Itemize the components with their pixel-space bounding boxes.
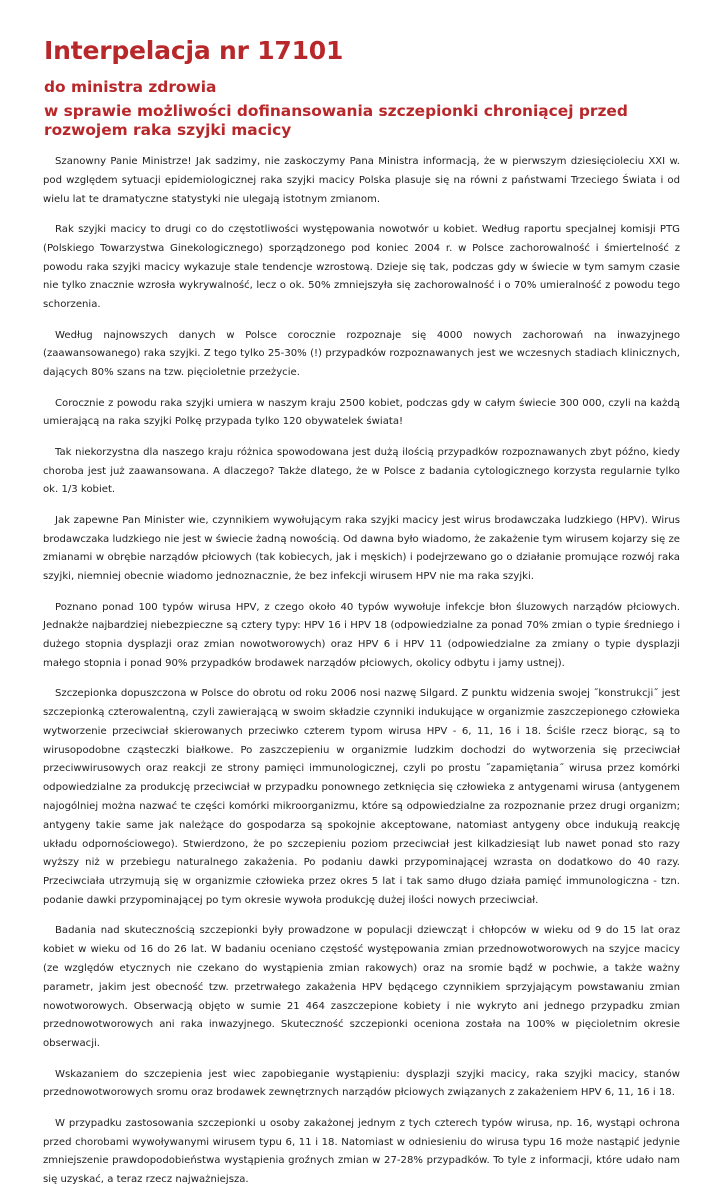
- document-title: Interpelacja nr 17101: [44, 36, 344, 65]
- paragraph: Poznano ponad 100 typów wirusa HPV, z czego około 40 typów wywołuje infekcje błon śluzowych narządów płciowych. Jednakże najbardziej niebezpieczne są cztery typy: HPV 16 i HPV 18 (odpowiedzialne za ponad 70% zmian o typie średniego i dużego stopnia dysplazji oraz zmian nowotworowych) oraz HPV 6 i HPV 11 (odpowiedzialne za zmiany o typie dysplazji małego stopnia i ponad 90% przypadków brodawek narządów płciowych, okolicy odbytu i jamy ustnej).: [43, 601, 680, 669]
- paragraph: Wskazaniem do szczepienia jest wiec zapobieganie wystąpieniu: dysplazji szyjki macicy, raka szyjki macicy, stanów przednowotworowych sromu oraz brodawek zewnętrznych narządów płciowych związanych z zakażeniem HPV 6, 11, 16 i 18.: [43, 1068, 680, 1099]
- paragraph: Tak niekorzystna dla naszego kraju różnica spowodowana jest dużą ilością przypadków rozpoznawanych zbyt późno, kiedy choroba jest już zaawansowana. A dlaczego? Także dlatego, że w Polsce z badania cytologicznego korzysta regularnie tylko ok. 1/3 kobiet.: [43, 446, 680, 496]
- paragraph: W przypadku zastosowania szczepionki u osoby zakażonej jednym z tych czterech typów wirusa, np. 16, wystąpi ochrona przed chorobami wywoływanymi wirusem typu 6, 11 i 18. Natomiast w odniesieniu do wirusa typu 16 może nastąpić jedynie zmniejszenie prawdopodobieństwa wystąpienia groźnych zmian w 27-28% przypadków. To tyle z informacji, które udało nam się uzyskać, a teraz rzecz najważniejsza.: [43, 1117, 680, 1186]
- paragraph: Według najnowszych danych w Polsce corocznie rozpoznaje się 4000 nowych zachorowań na inwazyjnego (zaawansowanego) raka szyjki. Z tego tylko 25-30% (!) przypadków rozpoznawanych jest we wczesnych stadiach klinicznych, dających 80% szans na tzw. pięcioletnie przeżycie.: [43, 329, 680, 379]
- paragraph: Szczepionka dopuszczona w Polsce do obrotu od roku 2006 nosi nazwę Silgard. Z punktu widzenia swojej ˝konstrukcji˝ jest szczepionką czterowalentną, czyli zawierającą w swoim składzie czynniki indukujące w organizmie zaszczepionego człowieka wytworzenie przeciwciał skierowanych przeciwko czterem typom wirusa HPV - 6, 11, 16 i 18. Ściśle rzecz biorąc, są to wirusopodobne cząsteczki białkowe. Po zaszczepieniu w organizmie ludzkim dochodzi do wytworzenia się przeciwciał przeciwwirusowych oraz reakcji ze strony pamięci immunologicznej, czyli po prostu ˝zapamiętania˝ wirusa przez komórki odpowiedzialne za produkcję przeciwciał w przypadku ponownego zetknięcia się człowieka z antygenami wirusa (antygenem najogólniej można nazwać te części komórki mikroorganizmu, które są odpowiedzialne za rozpoznanie przez drugi organizm; antygeny takie same jak należące do gospodarza są spokojnie akceptowane, natomiast antygeny obce indukują reakcję układu odpornościowego). Stwierdzono, że po szczepieniu poziom przeciwciał jest kilkadziesiąt lub nawet ponad sto razy wyższy niż w przebiegu naturalnego zakażenia. Po podaniu dawki przypominającej wzrasta on dodatkowo do 40 razy. Przeciwciała utrzymują się w organizmie człowieka przez okres 5 lat i tak samo długo działa pamięć immunologiczna - tzn. podanie dawki przypominającej po tym okresie wywoła produkcję dużej ilości nowych przeciwciał.: [43, 688, 680, 907]
- paragraph: Szanowny Panie Ministrze! Jak sadzimy, nie zaskoczymy Pana Ministra informacją, że w pierwszym dziesięcioleciu XXI w. pod względem sytuacji epidemiologicznej raka szyjki macicy Polska plasuje się na równi z państwami Trzeciego Świata i od wielu lat te dramatyczne statystyki nie ulegają istotnym zmianom.: [43, 156, 680, 205]
- paragraph: Badania nad skutecznością szczepionki były prowadzone w populacji dziewcząt i chłopców w wieku od 9 do 15 lat oraz kobiet w wieku od 16 do 26 lat. W badaniu oceniano częstość występowania zmian przednowotworowych na szyjce macicy (ze względów etycznych nie czekano do wystąpienia zmian rakowych) oraz na sromie bądź w pochwie, a także ważny parametr, jakim jest obecność tzw. przetrwałego zakażenia HPV będącego czynnikiem sprzyjającym powstawaniu zmian nowotworowych. Obserwacją objęto w sumie 21 464 zaszczepione kobiety i nie wykryto ani jednego przypadku zmian przednowotworowych ani raka inwazyjnego. Skuteczność szczepionki oceniona została na 100% w pięcioletnim okresie obserwacji.: [43, 925, 680, 1050]
- paragraph: Corocznie z powodu raka szyjki umiera w naszym kraju 2500 kobiet, podczas gdy w całym świecie 300 000, czyli na każdą umierającą na raka szyjki Polkę przypada tylko 120 obywatelek świata!: [43, 397, 680, 428]
- recipient-heading: do ministra zdrowia: [44, 78, 217, 96]
- paragraph: Jak zapewne Pan Minister wie, czynnikiem wywołującym raka szyjki macicy jest wirus brodawczaka ludzkiego (HPV). Wirus brodawczaka ludzkiego nie jest w świecie żadną nowością. Od dawna było wiadomo, że zakażenie tym wirusem kojarzy się ze zmianami w obrębie narządów płciowych (tak kobiecych, jak i męskich) i podejrzewano go o działanie promujące rozwój raka szyjki, niemniej obecnie wiadomo jednoznacznie, że bez infekcji wirusem HPV nie ma raka szyjki.: [43, 514, 680, 583]
- paragraph: Rak szyjki macicy to drugi co do częstotliwości występowania nowotwór u kobiet. Według raportu specjalnej komisji PTG (Polskiego Towarzystwa Ginekologicznego) sporządzonego pod koniec 2004 r. w Polsce zachorowalność i śmiertelność z powodu raka szyjki macicy wykazuje stale tendencje wzrostową. Dzieje się tak, podczas gdy w świecie w tym samym czasie nie tylko znacznie wzrosła wykrywalność, lecz o ok. 50% zmniejszyła się zachorowalność i o 70% umieralność z powodu tego schorzenia.: [43, 223, 680, 311]
- document-body: [43, 153, 680, 1202]
- subject-heading: w sprawie możliwości dofinansowania szczepionki chroniącej przed rozwojem raka szyjki macicy: [44, 102, 628, 139]
